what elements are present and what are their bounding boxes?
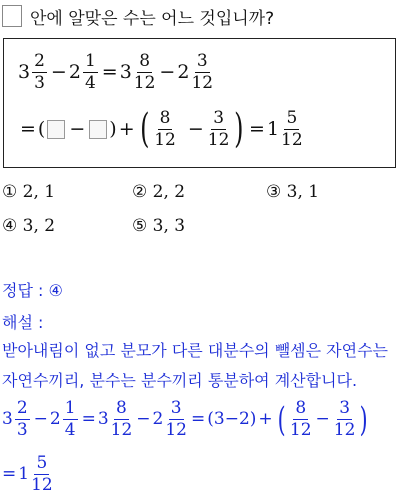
fraction: $\frac{8}{12}$: [110, 398, 133, 440]
answer-blank-2[interactable]: [89, 120, 107, 139]
option-1[interactable]: ① 2, 1: [2, 182, 56, 202]
whole-number: 1: [266, 117, 280, 140]
solution-label: 해설 :: [2, 313, 44, 332]
problem-box: [3, 38, 396, 168]
fraction: $\frac{5}{12}$: [281, 107, 303, 150]
minus-sign: −: [33, 409, 48, 429]
fraction: $\frac{1}{4}$: [84, 51, 96, 93]
answer-line: [2, 278, 63, 301]
fraction: $\frac{3}{12}$: [165, 398, 187, 440]
equals-sign: =: [249, 117, 265, 140]
answer-blank-1[interactable]: [47, 120, 65, 139]
answer-blank-box: [2, 5, 22, 27]
close-paren: ): [109, 117, 117, 140]
whole-number-group: (3−2): [207, 409, 257, 429]
equals-sign: =: [191, 409, 206, 429]
answer-label: 정답 :: [2, 281, 44, 300]
solution-equation-2: [2, 455, 55, 494]
fraction: $\frac{3}{12}$: [333, 398, 356, 440]
minus-sign: −: [50, 61, 67, 83]
whole-number: 2: [49, 409, 61, 429]
equals-sign: =: [81, 409, 96, 429]
whole-number: 3: [97, 409, 109, 429]
solution-explanation: 받아내림이 없고 분모가 다른 대분수의 뺄셈은 자연수는 자연수끼리, 분수는 분수끼리 통분하여 계산합니다.: [2, 341, 389, 390]
equals-sign: =: [101, 61, 118, 83]
fraction: $\frac{8}{12}$: [154, 107, 176, 150]
option-3[interactable]: ③ 3, 1: [266, 182, 320, 202]
equals-sign: =: [2, 464, 17, 484]
whole-number: 3: [2, 409, 13, 429]
open-paren: (: [37, 117, 46, 140]
whole-number: 2: [152, 409, 164, 429]
big-close-paren: ): [234, 106, 244, 152]
question-header: [2, 4, 274, 28]
problem-line-2: [18, 106, 305, 152]
minus-sign: −: [136, 409, 151, 429]
fraction: $\frac{2}{3}$: [34, 51, 45, 93]
whole-number: 2: [68, 61, 81, 83]
plus-sign: +: [258, 409, 273, 429]
big-close-paren: ): [360, 399, 369, 440]
whole-number: 2: [177, 61, 190, 83]
fraction: $\frac{5}{12}$: [31, 453, 53, 495]
big-open-paren: (: [277, 399, 286, 440]
minus-sign: −: [315, 409, 330, 429]
answer-value: ④: [48, 281, 63, 300]
big-open-paren: (: [139, 106, 150, 152]
whole-number: 3: [18, 61, 31, 83]
plus-sign: +: [118, 117, 135, 140]
minus-sign: −: [69, 117, 86, 140]
problem-line-1: [18, 53, 215, 92]
question-text: 안에 알맞은 수는 어느 것입니까?: [30, 8, 275, 29]
fraction: $\frac{3}{12}$: [191, 51, 214, 93]
fraction: $\frac{8}{12}$: [133, 51, 156, 93]
option-4[interactable]: ④ 3, 2: [2, 216, 56, 236]
option-5[interactable]: ⑤ 3, 3: [132, 216, 186, 236]
fraction: $\frac{8}{12}$: [289, 398, 312, 440]
option-2[interactable]: ② 2, 2: [132, 182, 186, 202]
fraction: $\frac{3}{12}$: [207, 107, 230, 150]
whole-number: 3: [119, 61, 132, 83]
equals-sign: =: [20, 117, 36, 140]
fraction: $\frac{1}{4}$: [64, 398, 76, 440]
minus-sign: −: [187, 117, 204, 140]
minus-sign: −: [159, 61, 176, 83]
fraction: $\frac{2}{3}$: [16, 398, 28, 440]
whole-number: 1: [18, 464, 30, 484]
solution-equation-1: [2, 400, 371, 439]
